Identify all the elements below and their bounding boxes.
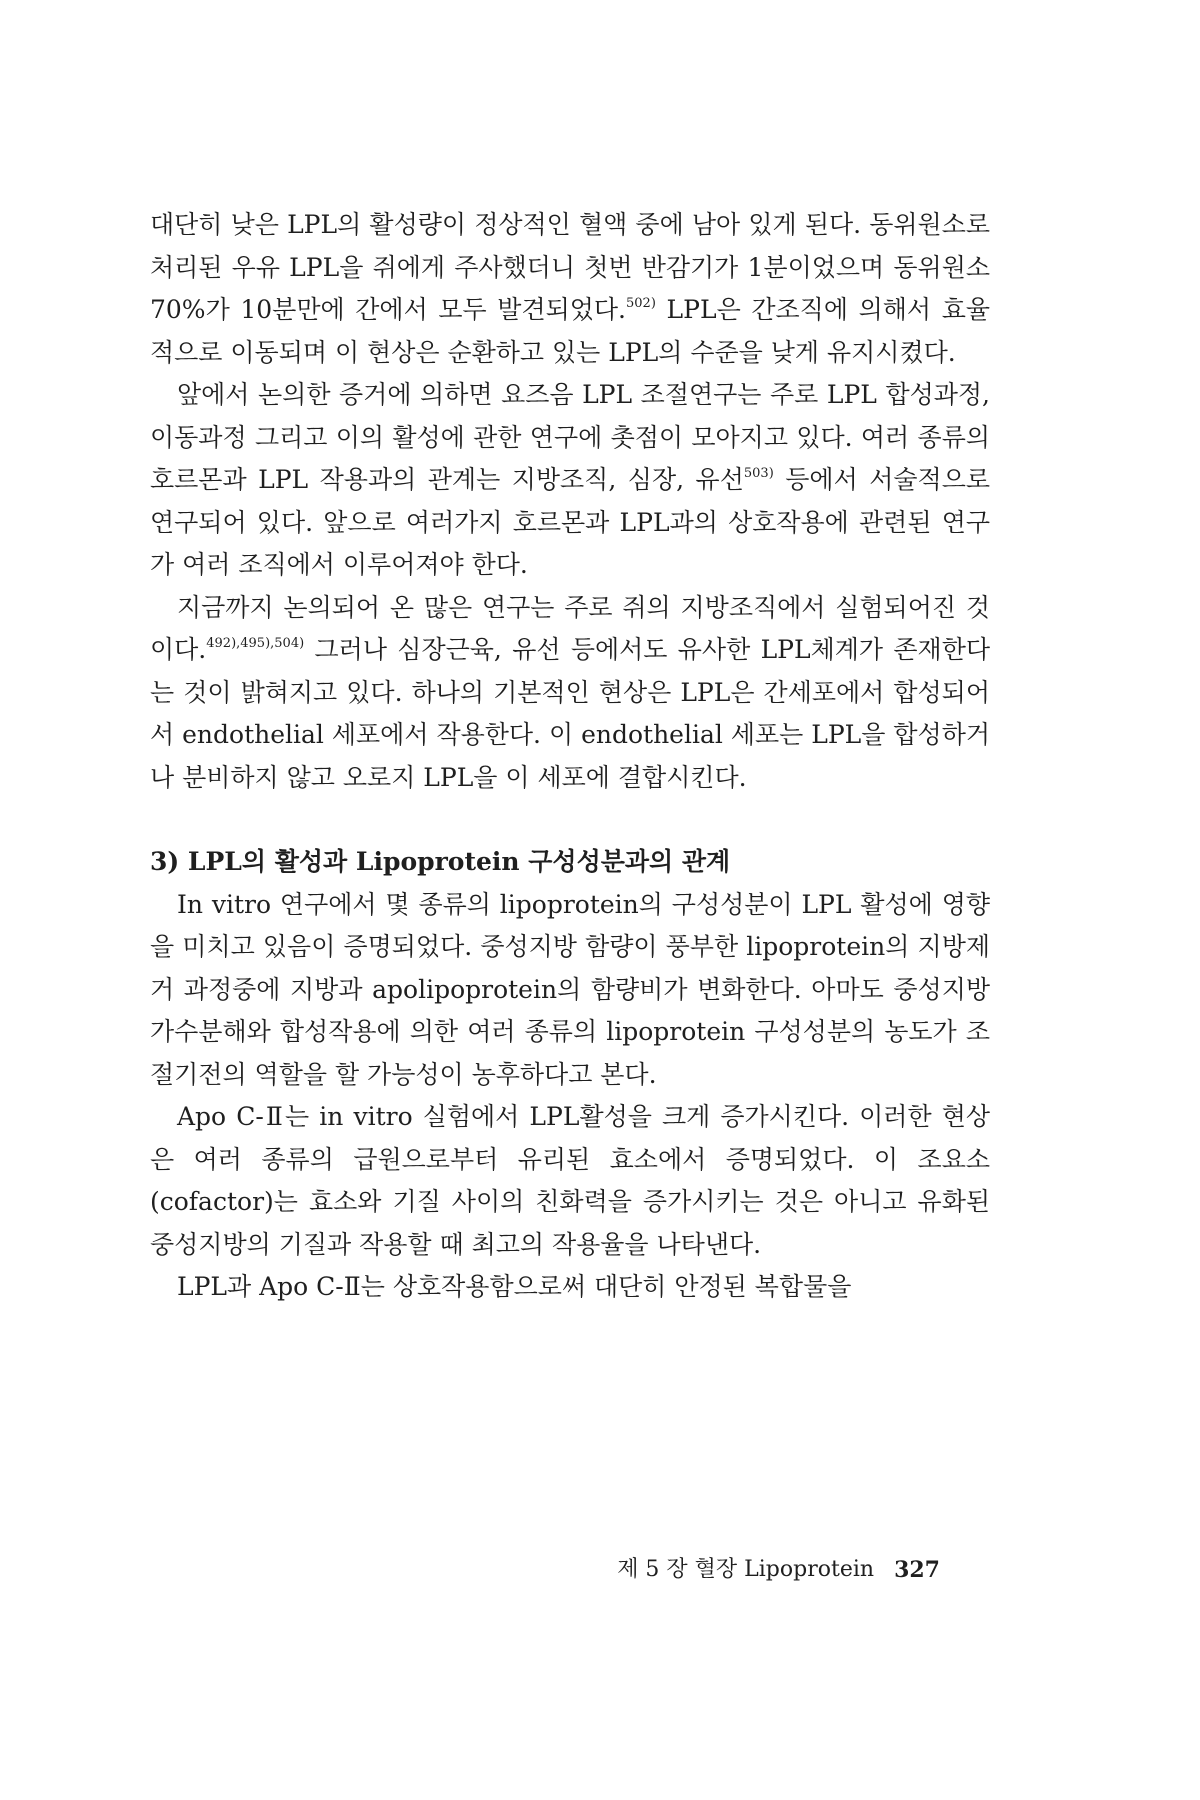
- paragraph-1-tail: LPL은 간조직에 의해서 효율적으로 이동되며 이 현상은 순환하고 있는 LPL의 수준을 낮게 유지시켰다.: [150, 295, 991, 367]
- paragraph-3-text: 지금까지 논의되어 온 많은 연구는 주로 쥐의 지방조직에서 실험되어진 것이다.: [150, 592, 990, 664]
- section-lpl-activity: [150, 841, 990, 1309]
- running-footer-chapter: 제 5 장 혈장 Lipoprotein: [617, 1557, 875, 1582]
- section-paragraph-3: LPL과 Apo C-Ⅱ는 상호작용함으로써 대단히 안정된 복합물을: [177, 1272, 852, 1301]
- section-heading: 3) LPL의 활성과 Lipoprotein 구성성분과의 관계: [150, 847, 731, 876]
- citation-ref: 503): [743, 466, 774, 481]
- section-paragraph-1: In vitro 연구에서 몇 종류의 lipoprotein의 구성성분이 LPL 활성에 영향을 미치고 있음이 증명되었다. 중성지방 함량이 풍부한 lipoprotein의 지방제거 과정중에 지방과 apolipoprotein의 함량비가 변화한다. 아마도 중성지방 가수분해와 합성작용에 의한 여러 종류의 lipoprotein 구성성분의 농도가 조절기전의 역할을 할 가능성이 농후하다고 본다.: [150, 889, 990, 1089]
- paragraph-2-tail: 등에서 서술적으로 연구되어 있다. 앞으로 여러가지 호르몬과 LPL과의 상호작용에 관련된 연구가 여러 조직에서 이루어져야 한다.: [150, 465, 990, 579]
- paragraph-3-tail: 그러나 심장근육, 유선 등에서도 유사한 LPL체계가 존재한다는 것이 밝혀지고 있다. 하나의 기본적인 현상은 LPL은 간세포에서 합성되어서 endothelial 세포에서 작용한다. 이 endothelial 세포는 LPL을 합성하거나 분비하지 않고 오로지 LPL을 이 세포에 결합시킨다.: [150, 635, 990, 792]
- paragraph-3: [150, 587, 990, 800]
- paragraph-2: [150, 374, 990, 587]
- paragraph-2-text: 앞에서 논의한 증거에 의하면 요즈음 LPL 조절연구는 주로 LPL 합성과정, 이동과정 그리고 이의 활성에 관한 연구에 촛점이 모아지고 있다. 여러 종류의 호르몬과 LPL 작용과의 관계는 지방조직, 심장, 유선: [150, 380, 990, 494]
- body-text: [150, 204, 990, 1309]
- citation-ref: 492),495),504): [206, 636, 305, 651]
- paragraph-1-text: 대단히 낮은 LPL의 활성량이 정상적인 혈액 중에 남아 있게 된다. 동위원소로 처리된 우유 LPL을 쥐에게 주사했더니 첫번 반감기가 1분이었으며 동위원소 70%가 10분만에 간에서 모두 발견되었다.: [150, 210, 990, 324]
- page-footer: [580, 1555, 940, 1585]
- citation-ref: 502): [626, 296, 656, 311]
- paragraph-1: [150, 204, 990, 374]
- section-paragraph-2: Apo C-Ⅱ는 in vitro 실험에서 LPL활성을 크게 증가시킨다. 이러한 현상은 여러 종류의 급원으로부터 유리된 효소에서 증명되었다. 이 조요소(cofactor)는 효소와 기질 사이의 친화력을 증가시키는 것은 아니고 유화된 중성지방의 기질과 작용할 때 최고의 작용율을 나타낸다.: [150, 1102, 990, 1259]
- page-number: 327: [894, 1557, 940, 1583]
